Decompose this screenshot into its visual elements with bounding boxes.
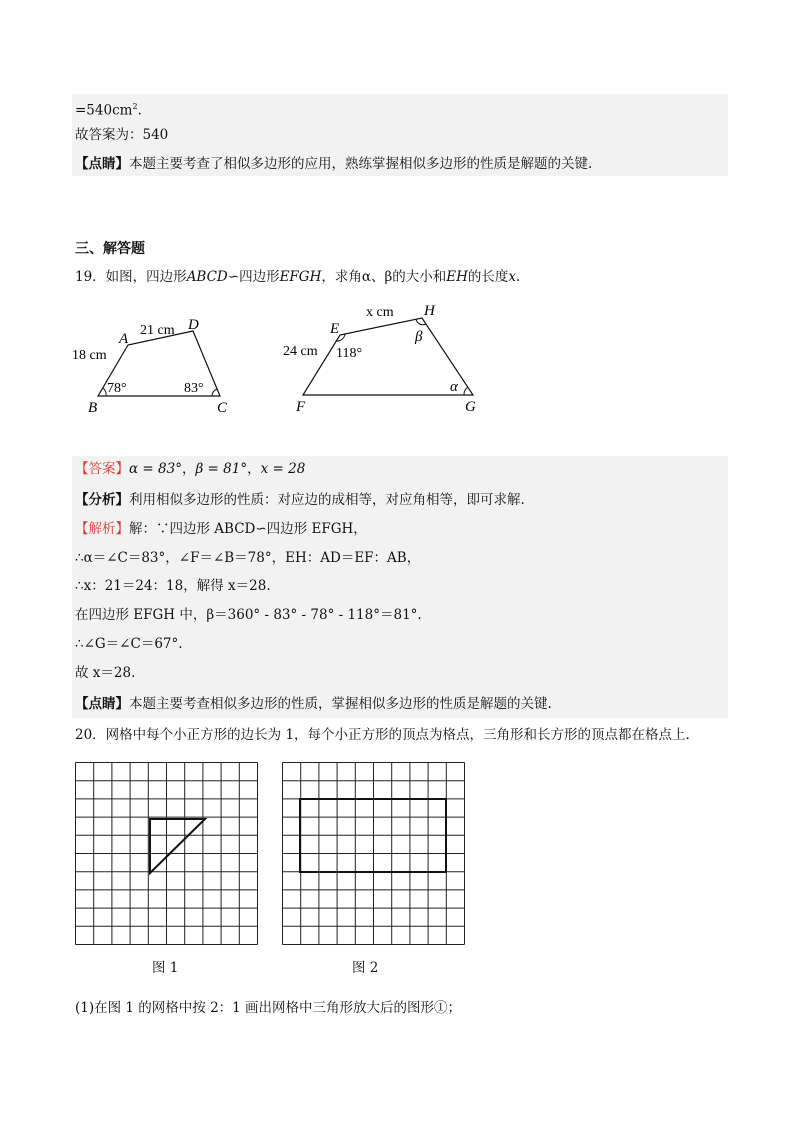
quad-efgh	[303, 318, 473, 395]
q19-solution-line-4: 在四边形 EFGH 中，β＝360° - 83° - 78° - 118°＝81°.	[75, 607, 422, 623]
label-side-ab: 18 cm	[72, 348, 107, 363]
fig1-caption: 图 1	[152, 960, 179, 976]
label-a: A	[119, 331, 129, 347]
q19-answer: 【答案】α = 83°，β = 81°，x = 28	[75, 461, 306, 477]
label-f: F	[296, 399, 306, 415]
grid-figure-1	[75, 762, 262, 946]
arc-angle-b	[103, 388, 106, 396]
arc-angle-g	[464, 387, 468, 395]
label-c: C	[217, 400, 228, 416]
label-beta: β	[415, 329, 423, 345]
grid-1-lines	[76, 763, 258, 945]
q19-solution-line-5: ∴∠G＝∠C＝67°.	[75, 636, 183, 652]
label-angle-b: 78°	[107, 381, 127, 396]
label-alpha: α	[450, 379, 458, 395]
grid-2-lines	[283, 763, 465, 945]
q20-part-1: (1)在图 1 的网格中按 2：1 画出网格中三角形放大后的图形①；	[75, 1000, 462, 1016]
small-triangle	[150, 819, 205, 873]
q19-solution-line-2: ∴α＝∠C＝83°，∠F＝∠B＝78°，EH：AD＝EF：AB，	[75, 550, 421, 566]
top-comment: 【点睛】本题主要考查了相似多边形的应用，熟练掌握相似多边形的性质是解题的关键.	[75, 156, 593, 172]
label-h: H	[424, 303, 435, 319]
q19-stem: 19．如图，四边形ABCD∽四边形EFGH，求角α、β的大小和EH的长度x.	[75, 269, 521, 285]
label-d: D	[188, 317, 199, 333]
label-side-ad: 21 cm	[140, 323, 175, 338]
label-g: G	[465, 399, 476, 415]
label-b: B	[88, 400, 98, 416]
q20-stem: 20．网格中每个小正方形的边长为 1，每个小正方形的顶点为格点，三角形和长方形的顶点都在格点上.	[75, 727, 690, 743]
label-angle-c: 83°	[184, 381, 204, 396]
label-e: E	[330, 321, 340, 337]
answer-statement: 故答案为：540	[75, 127, 169, 143]
arc-angle-c	[212, 389, 217, 396]
fig2-caption: 图 2	[352, 960, 379, 976]
label-angle-e: 118°	[336, 346, 363, 361]
q19-comment: 【点睛】本题主要考查相似多边形的性质，掌握相似多边形的性质是解题的关键.	[75, 696, 552, 712]
q19-solution-line-6: 故 x＝28.	[75, 665, 136, 681]
q19-analysis: 【分析】利用相似多边形的性质：对应边的成相等，对应角相等，即可求解.	[75, 492, 525, 508]
label-side-eh: x cm	[366, 305, 394, 320]
q19-solution-line-3: ∴x：21＝24：18，解得 x＝28.	[75, 578, 271, 594]
grid-figure-2	[282, 762, 466, 946]
q19-figure	[60, 298, 500, 420]
area-result: $=540cm^2$.	[75, 102, 142, 119]
section-title: 三、解答题	[75, 241, 145, 257]
q19-solution-line-1: 【解析】解：∵四边形 ABCD∽四边形 EFGH，	[75, 521, 367, 537]
label-side-ef: 24 cm	[283, 344, 318, 359]
